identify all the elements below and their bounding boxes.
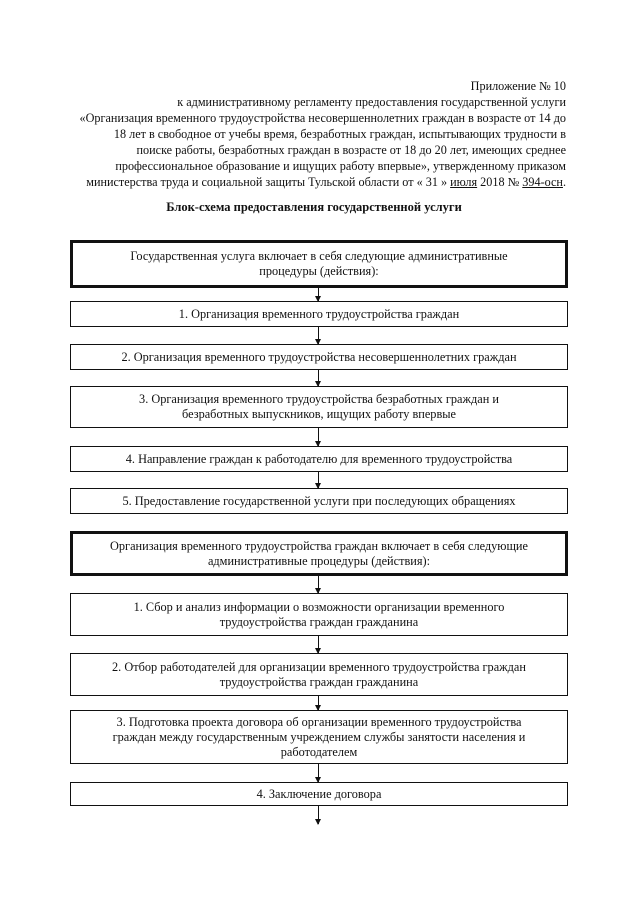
flow-arrow <box>318 428 319 446</box>
box-text: процедуры (действия): <box>259 264 379 278</box>
flow-arrow <box>318 327 319 344</box>
box-text: Организация временного трудоустройства граждан включает в себя следующие <box>110 538 528 553</box>
box-text: работодателем <box>280 744 358 759</box>
box-text: 3. Организация временного трудоустройства безработных граждан и <box>139 392 499 406</box>
order-prefix: министерства труда и социальной защиты Тульской области от « 31 » <box>86 175 451 189</box>
header-line: «Организация временного трудоустройства несовершеннолетних граждан в возрасте от 14 до <box>79 111 566 125</box>
box-text: 5. Предоставление государственной услуги при последующих обращениях <box>122 493 516 508</box>
flow-arrow <box>318 636 319 653</box>
employment-step-box <box>70 782 568 806</box>
box-text: 1. Организация временного трудоустройства граждан <box>178 306 460 321</box>
box-text: 4. Направление граждан к работодателю для временного трудоустройства <box>125 451 513 466</box>
header-line: поиске работы, безработных граждан в возрасте от 18 до 20 лет, имеющих среднее <box>136 143 566 157</box>
box-text: 2. Организация временного трудоустройства несовершеннолетних граждан <box>121 349 517 364</box>
box-text: 4. Заключение договора <box>256 786 382 801</box>
header-line: к административному регламенту предоставления государственной услуги <box>177 95 566 109</box>
flow-arrow <box>318 696 319 710</box>
box-text: трудоустройства граждан гражданина <box>219 674 419 689</box>
flow-arrow <box>318 806 319 824</box>
service-step-box <box>70 386 568 428</box>
order-month: июля <box>450 175 478 189</box>
flow-arrow <box>318 288 319 301</box>
employment-step-box <box>70 653 568 696</box>
box-text: Государственная услуга включает в себя следующие административные <box>130 249 508 263</box>
page-title: Блок-схема предоставления государственной услуги <box>166 200 462 214</box>
box-text: 1. Сбор и анализ информации о возможности организации временного <box>133 599 505 614</box>
appendix-header <box>40 78 566 190</box>
flow-arrow <box>318 576 319 593</box>
header-line: Приложение № 10 <box>470 79 566 93</box>
service-step-box <box>70 446 568 472</box>
box-text: административные процедуры (действия): <box>207 553 431 568</box>
flow-arrow <box>318 370 319 386</box>
header-line: профессиональное образование и ищущих работу впервые», утвержденному приказом <box>115 159 566 173</box>
employment-step-box <box>70 710 568 764</box>
box-text: граждан между государственным учреждением службы занятости населения и <box>112 729 526 744</box>
order-year: 2018 № <box>477 175 523 189</box>
service-step-box <box>70 488 568 514</box>
order-number: 394-осн <box>522 175 563 189</box>
header-line: 18 лет в свободное от учебы время, безработных граждан, испытывающих трудности в <box>113 127 566 141</box>
employment-procedures-header-box <box>70 531 568 576</box>
box-text: 3. Подготовка проекта договора об организации временного трудоустройства <box>116 714 522 729</box>
box-text: трудоустройства граждан гражданина <box>219 614 419 629</box>
box-text: безработных выпускников, ищущих работу впервые <box>182 407 456 421</box>
service-step-box <box>70 301 568 327</box>
box-text: 2. Отбор работодателей для организации временного трудоустройства граждан <box>112 659 526 674</box>
employment-step-box <box>70 593 568 636</box>
header-line-order <box>40 174 566 190</box>
order-suffix: . <box>562 175 566 189</box>
service-step-box <box>70 344 568 370</box>
service-procedures-header-box <box>70 240 568 288</box>
flow-arrow <box>318 472 319 488</box>
flow-arrow <box>318 764 319 782</box>
